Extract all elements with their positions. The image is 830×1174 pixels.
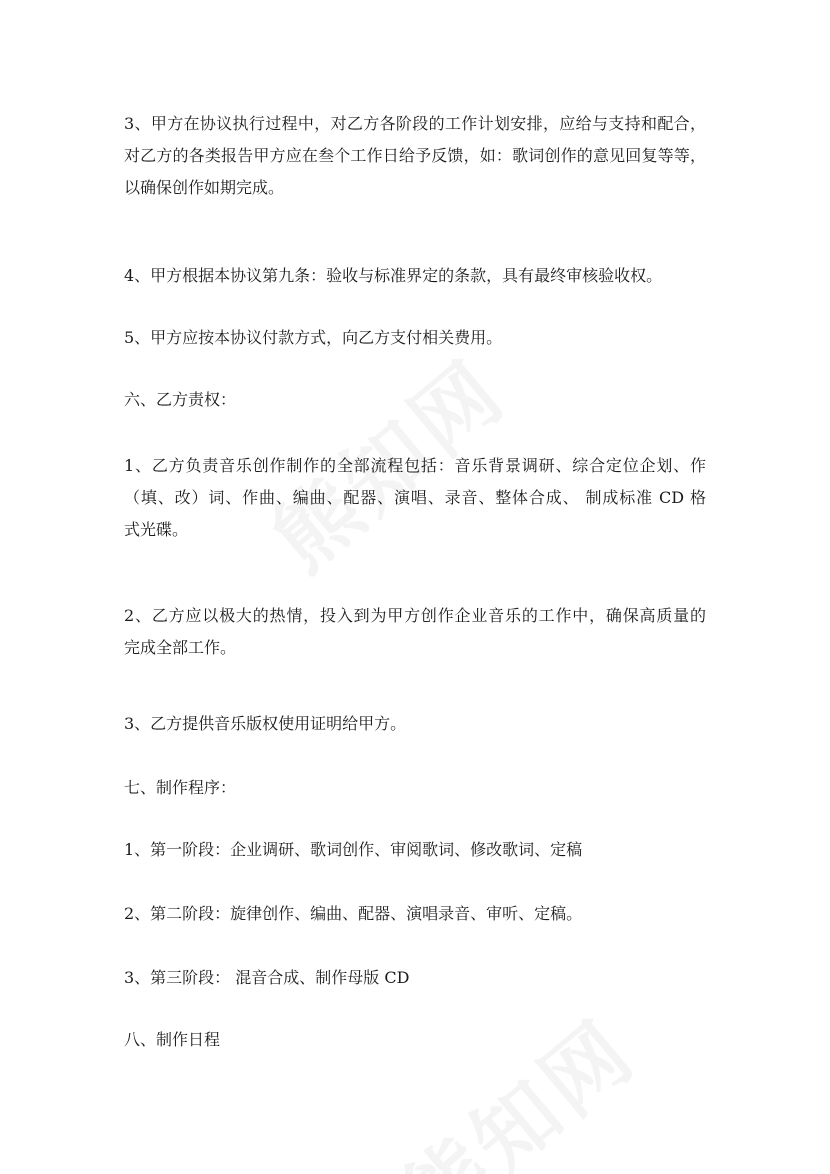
text-line: 完成全部工作。 <box>124 638 237 657</box>
text-line: 以确保创作如期完成。 <box>124 178 285 197</box>
text-line: 1、乙方负责音乐创作制作的全部流程包括：音乐背景调研、综合定位企划、作 <box>124 456 706 475</box>
paragraph <box>124 834 582 866</box>
text-line: 5、甲方应按本协议付款方式，向乙方支付相关费用。 <box>124 328 503 347</box>
text-line: 七、制作程序： <box>124 778 237 797</box>
paragraph <box>124 450 706 546</box>
text-line: 八、制作日程 <box>124 1030 221 1049</box>
text-line: 3、乙方提供音乐版权使用证明给甲方。 <box>124 714 407 733</box>
paragraph <box>124 708 406 740</box>
watermark <box>373 987 658 1174</box>
paragraph <box>124 322 502 354</box>
paragraph <box>124 898 582 930</box>
section-heading <box>124 772 236 804</box>
text-line: 4、甲方根据本协议第九条：验收与标准界定的条款，具有最终审核验收权。 <box>124 266 663 285</box>
paragraph <box>124 962 409 994</box>
text-line: 1、第一阶段：企业调研、歌词创作、审阅歌词、修改歌词、定稿 <box>124 840 583 859</box>
text-line: 3、第三阶段： 混音合成、制作母版 CD <box>124 968 410 987</box>
text-line: 2、第二阶段：旋律创作、编曲、配器、演唱录音、审听、定稿。 <box>124 904 583 923</box>
text-line: 对乙方的各类报告甲方应在叁个工作日给予反馈，如：歌词创作的意见回复等等， <box>124 146 706 165</box>
text-line: （填、改）词、作曲、编曲、配器、演唱、录音、整体合成、 制成标准 CD 格 <box>124 488 706 507</box>
text-line: 2、乙方应以极大的热情，投入到为甲方创作企业音乐的工作中，确保高质量的 <box>124 606 706 625</box>
text-line: 3、甲方在协议执行过程中，对乙方各阶段的工作计划安排，应给与支持和配合， <box>124 114 706 133</box>
section-heading <box>124 1024 220 1056</box>
paragraph <box>124 260 662 292</box>
text-line: 式光碟。 <box>124 520 189 539</box>
text-line: 六、乙方责权： <box>124 390 237 409</box>
paragraph <box>124 600 706 664</box>
paragraph <box>124 108 706 204</box>
section-heading <box>124 384 236 416</box>
